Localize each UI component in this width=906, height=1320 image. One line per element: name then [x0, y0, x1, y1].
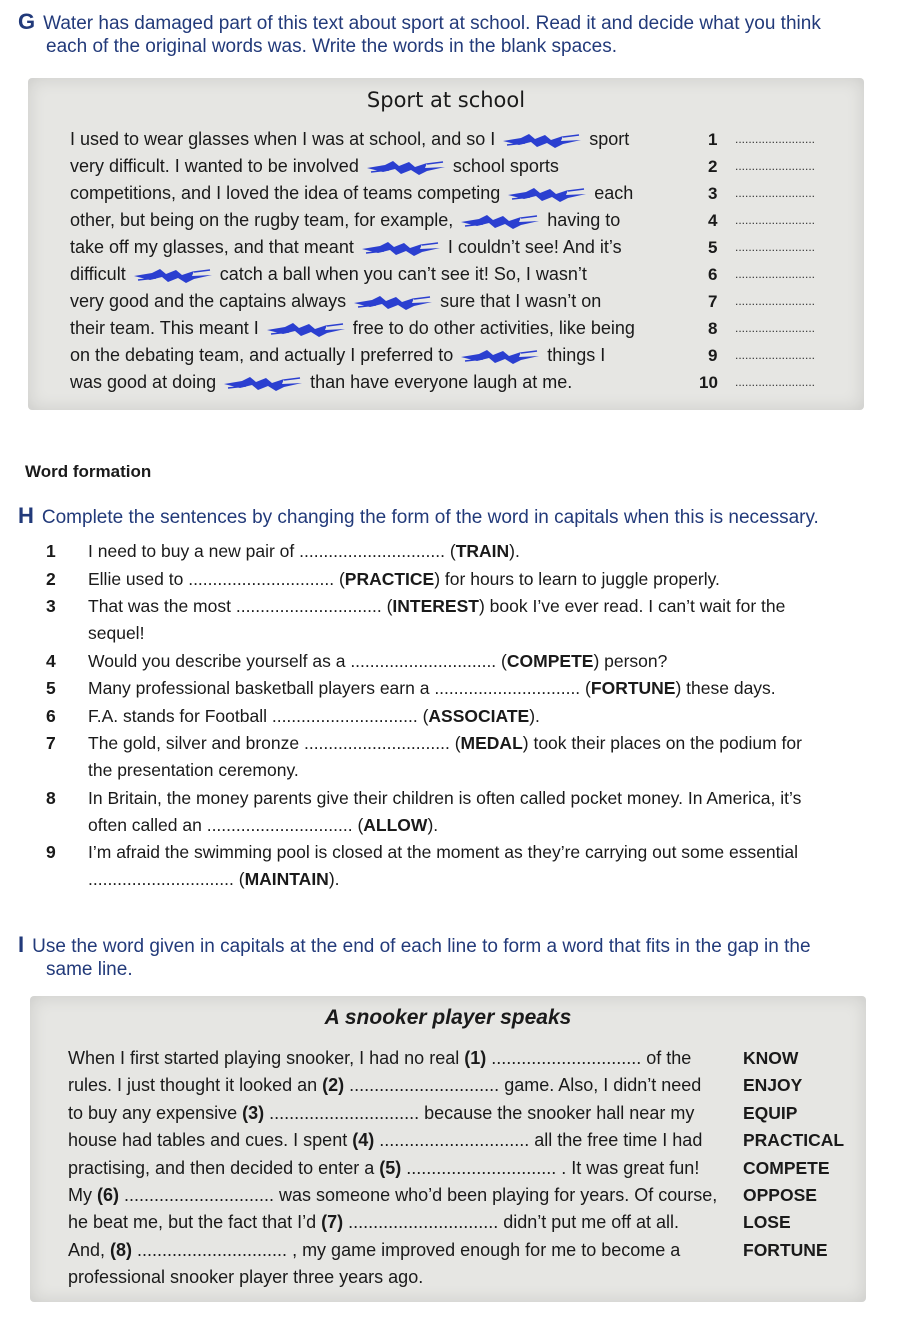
- sentence-text: for hours to learn to juggle properly.: [440, 568, 720, 589]
- sentence-text: Would you describe yourself as a: [88, 650, 351, 671]
- sentence-text: often called an: [88, 814, 207, 835]
- text-after-gap: free to do other activities, like being: [352, 318, 635, 338]
- gap-number: 6: [708, 265, 718, 284]
- answer-blank[interactable]: ........................: [735, 348, 816, 362]
- ink-splat-icon: [132, 266, 214, 284]
- text-after-gap: than have everyone laugh at me.: [310, 372, 573, 392]
- answer-blank[interactable]: ........................: [735, 375, 816, 389]
- ink-splat-icon: [501, 131, 583, 149]
- text-after-gap: each: [594, 183, 634, 203]
- text-after-gap: . It was great fun!: [561, 1157, 700, 1178]
- text-before-gap: their team. This meant I: [70, 318, 259, 338]
- gap-number: (7): [321, 1212, 344, 1233]
- text-after-gap: things I: [547, 345, 606, 365]
- item-number: 7: [46, 733, 56, 753]
- sentence-text: F.A. stands for Football: [88, 705, 272, 726]
- capital-word: MEDAL: [460, 733, 523, 753]
- answer-blank[interactable]: ........................: [735, 213, 816, 227]
- text-before-gap: house had tables and cues. I spent: [68, 1130, 353, 1151]
- gap-number: 3: [708, 184, 718, 203]
- text-after-gap: because the snooker hall near my: [424, 1102, 695, 1123]
- sentence-text: The gold, silver and bronze: [88, 733, 304, 753]
- ink-splat-icon: [459, 212, 541, 230]
- gap-number: (8): [110, 1239, 133, 1260]
- sentence-text: book I’ve ever read. I can’t wait for the: [484, 596, 786, 616]
- sentence-text: these days.: [681, 678, 776, 698]
- gap-number: (6): [97, 1185, 119, 1205]
- text-before-gap: other, but being on the rugby team, for example,: [70, 210, 454, 230]
- answer-blank[interactable]: ..............................: [299, 541, 445, 561]
- answer-blank[interactable]: ..............................: [264, 1102, 425, 1123]
- capital-word: OPPOSE: [743, 1185, 817, 1205]
- answer-blank[interactable]: ..............................: [344, 1075, 505, 1096]
- sentence-text: In Britain, the money parents give their children is often called pocket money. In America, it’s: [88, 787, 802, 808]
- sport-text-line: [70, 288, 601, 315]
- gap-number: (5): [379, 1157, 402, 1178]
- text-before-gap: on the debating team, and actually I preferred to: [70, 345, 454, 365]
- item-number: 1: [46, 541, 56, 561]
- answer-blank[interactable]: ........................: [735, 132, 816, 146]
- text-after-gap: sport: [589, 129, 630, 149]
- answer-blank[interactable]: ..............................: [271, 705, 418, 726]
- answer-blank[interactable]: ..............................: [401, 1157, 562, 1178]
- sport-text-line: [70, 261, 587, 288]
- answer-blank[interactable]: ..............................: [350, 650, 497, 671]
- snooker-text-line: [68, 1072, 701, 1099]
- answer-blank[interactable]: ..............................: [374, 1130, 535, 1151]
- answer-blank[interactable]: ..............................: [343, 1212, 504, 1233]
- capital-word: KNOW: [743, 1048, 799, 1068]
- gap-number: (4): [352, 1130, 375, 1151]
- gap-number: (1): [464, 1048, 487, 1068]
- answer-blank[interactable]: ........................: [735, 267, 816, 281]
- sport-text-line: [70, 153, 559, 180]
- capital-word: LOSE: [743, 1212, 791, 1233]
- snooker-title: A snooker player speaks: [324, 1006, 572, 1029]
- text-before-gap: My: [68, 1185, 97, 1205]
- gap-number: (3): [242, 1102, 265, 1123]
- item-sentence: In Britain, the money parents give their children is often called pocket money. In America, it’s often called an .............................. (ALLOW).: [88, 787, 802, 835]
- section-i-letter: I: [18, 932, 25, 957]
- capital-word: PRACTICE: [344, 568, 435, 589]
- capital-word: TRAIN: [455, 541, 510, 561]
- sentence-text: Ellie used to: [88, 568, 189, 589]
- item-sentence: That was the most .............................. (INTEREST) book I’ve ever read. I can’t wait for the sequel!: [88, 596, 786, 643]
- section-g-letter: G: [18, 9, 36, 34]
- answer-blank[interactable]: ..............................: [119, 1185, 280, 1205]
- sport-at-school-title: Sport at school: [366, 88, 526, 112]
- capital-word: FORTUNE: [743, 1239, 828, 1260]
- answer-blank[interactable]: ..............................: [88, 869, 234, 889]
- snooker-text-line: [68, 1045, 691, 1072]
- capital-word: COMPETE: [743, 1157, 830, 1178]
- text-before-gap: he beat me, but the fact that I’d: [68, 1212, 322, 1233]
- ink-splat-icon: [352, 293, 434, 311]
- text-after-gap: didn’t put me off at all.: [503, 1212, 679, 1233]
- section-h-instruction: H Complete the sentences by changing the form of the word in capitals when this is necessary.: [18, 503, 819, 528]
- sentence-text: I’m afraid the swimming pool is closed at the moment as they’re carrying out some essential: [88, 842, 799, 862]
- snooker-text-line: [68, 1127, 702, 1154]
- text-after-gap: catch a ball when you can’t see it! So, I wasn’t: [219, 264, 587, 284]
- text-before-gap: And,: [68, 1239, 111, 1260]
- item-number: 2: [46, 568, 56, 589]
- text-after-gap: game. Also, I didn’t need: [504, 1075, 702, 1096]
- capital-word: COMPETE: [506, 650, 594, 671]
- gap-number: 7: [708, 292, 718, 311]
- answer-blank[interactable]: ..............................: [486, 1048, 647, 1068]
- item-sentence: Ellie used to .............................. (PRACTICE) for hours to learn to juggle properly.: [88, 568, 720, 589]
- text-before-gap: competitions, and I loved the idea of teams competing: [70, 183, 501, 203]
- gap-number: 8: [708, 319, 718, 338]
- text-before-gap: take off my glasses, and that meant: [70, 237, 354, 257]
- item-number: 3: [46, 596, 56, 616]
- text-after-gap: was someone who’d been playing for years. Of course,: [279, 1185, 718, 1205]
- answer-blank[interactable]: ........................: [735, 159, 816, 173]
- sport-text-line: [70, 180, 633, 207]
- capital-word: EQUIP: [743, 1102, 798, 1123]
- text-before-gap: to buy any expensive: [68, 1102, 243, 1123]
- gap-number: 2: [708, 157, 718, 176]
- capital-word: PRACTICAL: [743, 1130, 845, 1151]
- text-after-gap: of the: [646, 1048, 692, 1068]
- capital-word: FORTUNE: [590, 678, 676, 698]
- capital-word: ASSOCIATE: [428, 705, 530, 726]
- answer-blank[interactable]: ..............................: [132, 1239, 293, 1260]
- item-number: 6: [46, 705, 56, 726]
- ink-splat-icon: [222, 374, 304, 392]
- ink-splat-icon: [506, 185, 588, 203]
- answer-blank[interactable]: ..............................: [188, 568, 335, 589]
- item-sentence: F.A. stands for Football .............................. (ASSOCIATE).: [88, 705, 540, 726]
- sport-text-line: [70, 369, 572, 396]
- item-sentence: Many professional basketball players earn a .............................. (FORTUNE) these days.: [88, 678, 776, 698]
- text-before-gap: When I first started playing snooker, I had no real: [68, 1048, 465, 1068]
- text-after-gap: sure that I wasn’t on: [440, 291, 602, 311]
- sport-text-line: [70, 207, 620, 234]
- sentence-text: the presentation ceremony.: [88, 760, 299, 780]
- answer-blank[interactable]: ..............................: [434, 678, 581, 698]
- snooker-text-line: [68, 1155, 699, 1182]
- text-before-gap: practising, and then decided to enter a: [68, 1157, 380, 1178]
- gap-number: 4: [708, 211, 718, 230]
- answer-blank[interactable]: ........................: [735, 186, 816, 200]
- text-after-gap: having to: [547, 210, 621, 230]
- text-before-gap: I used to wear glasses when I was at school, and so I: [70, 129, 496, 149]
- section-g-instruction: G Water has damaged part of this text about sport at school. Read it and decide what you think each of the original words was. Write the words in the blank spaces.: [18, 9, 821, 57]
- sentence-text: Many professional basketball players earn a: [88, 678, 435, 698]
- text-after-gap: school sports: [452, 156, 559, 176]
- ink-splat-icon: [265, 320, 347, 338]
- item-number: 8: [46, 787, 56, 808]
- text-after-gap: , my game improved enough for me to become a: [292, 1239, 681, 1260]
- sport-text-line: [70, 315, 635, 342]
- ink-splat-icon: [365, 158, 447, 176]
- gap-number: (2): [322, 1075, 345, 1096]
- section-h-letter: H: [18, 503, 34, 528]
- item-number: 9: [46, 842, 56, 862]
- capital-word: ALLOW: [363, 814, 428, 835]
- item-sentence: Would you describe yourself as a .............................. (COMPETE) person?: [88, 650, 668, 671]
- text-before-gap: very difficult. I wanted to be involved: [70, 156, 359, 176]
- capital-word: MAINTAIN: [244, 869, 329, 889]
- ink-splat-icon: [459, 347, 541, 365]
- sentence-text: person?: [599, 650, 668, 671]
- sentence-text: I need to buy a new pair of: [88, 541, 300, 561]
- item-sentence: I’m afraid the swimming pool is closed at the moment as they’re carrying out some essential .............................. (MAINTAIN).: [88, 842, 799, 889]
- text-before-gap: very good and the captains always: [70, 291, 347, 311]
- text-before-gap: professional snooker player three years ago.: [68, 1267, 424, 1288]
- sport-text-line: [70, 234, 622, 261]
- answer-blank[interactable]: ..............................: [206, 814, 353, 835]
- item-sentence: The gold, silver and bronze .............................. (MEDAL) took their places on the podium for the presentation ceremony.: [88, 733, 802, 780]
- text-after-gap: I couldn’t see! And it’s: [447, 237, 622, 257]
- sentence-text: That was the most: [88, 596, 236, 616]
- sport-text-line: [70, 342, 605, 369]
- gap-number: 9: [708, 346, 718, 365]
- item-sentence: I need to buy a new pair of .............................. (TRAIN).: [88, 541, 520, 561]
- gap-number: 5: [708, 238, 718, 257]
- snooker-text-line: [68, 1209, 679, 1236]
- sentence-text: took their places on the podium for: [528, 733, 802, 753]
- answer-blank[interactable]: ........................: [735, 294, 816, 308]
- text-before-gap: was good at doing: [70, 372, 217, 392]
- text-after-gap: all the free time I had: [534, 1130, 703, 1151]
- answer-blank[interactable]: ..............................: [235, 596, 382, 616]
- word-formation-heading: Word formation: [25, 462, 152, 481]
- snooker-text-line: [68, 1182, 717, 1209]
- text-before-gap: rules. I just thought it looked an: [68, 1075, 323, 1096]
- answer-blank[interactable]: ........................: [735, 321, 816, 335]
- gap-number: 10: [699, 373, 718, 392]
- item-number: 4: [46, 650, 56, 671]
- section-i-instruction: I Use the word given in capitals at the end of each line to form a word that fits in the gap in the same line.: [18, 932, 811, 980]
- snooker-text-line: [68, 1264, 423, 1291]
- ink-splat-icon: [360, 239, 442, 257]
- snooker-text-line: [68, 1100, 694, 1127]
- snooker-text-line: [68, 1237, 680, 1264]
- capital-word: INTEREST: [392, 596, 479, 616]
- sport-text-line: [70, 126, 629, 153]
- answer-blank[interactable]: ..............................: [303, 733, 450, 753]
- answer-blank[interactable]: ........................: [735, 240, 816, 254]
- capital-word: ENJOY: [743, 1075, 803, 1096]
- sentence-text: sequel!: [88, 623, 145, 643]
- item-number: 5: [46, 678, 56, 698]
- gap-number: 1: [708, 130, 718, 149]
- text-before-gap: difficult: [70, 264, 126, 284]
